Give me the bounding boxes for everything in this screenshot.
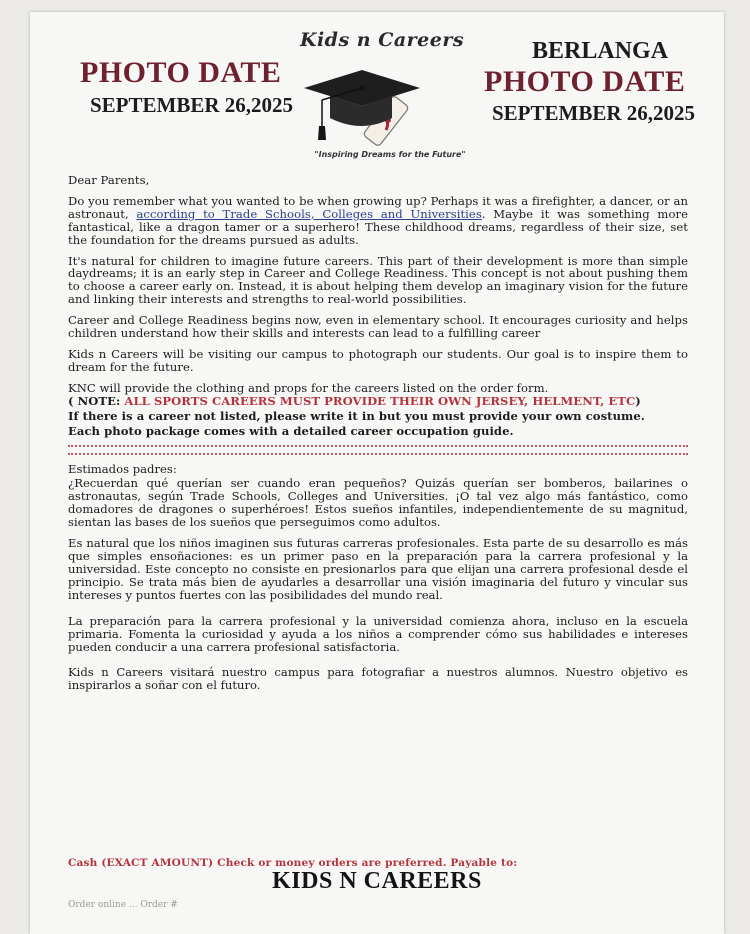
tagline: "Inspiring Dreams for the Future" — [314, 150, 466, 159]
greeting-english: Dear Parents, — [68, 173, 150, 187]
paragraph-text: Do you remember what you wanted to be when growing up? Perhaps it was a firefighter, a dancer, or an astronaut, — [68, 193, 688, 221]
paragraph-english-6: If there is a career not listed, please write it in but you must provide your own costume. — [68, 408, 645, 423]
paragraph-spanish-1: ¿Recuerdan qué querían ser cuando eran pequeños? Quizás querían ser bomberos, bailarines o astronautas, según Trade Schools, Colleges and Universities. ¡O tal vez algo más fantástico, como domadores de dragones o superhéroes! Estos sueños infantiles, independientemente de su magnitud, sientan las bases de los sueños que perseguimos como adultos. — [68, 476, 688, 530]
paragraph-english-5 — [68, 382, 688, 408]
greeting-spanish: Estimados padres: — [68, 462, 177, 477]
letter-body — [68, 174, 688, 700]
paragraph-english-2: It's natural for children to imagine future careers. This part of their development is more than simple daydreams; it is an early step in Career and College Readiness. This concept is not about pushing them to choose a career early on. Instead, it is about helping them develop an imaginary vision for the future and linking their interests and strengths to real-world possibilities. — [68, 253, 688, 307]
paragraph-english-3: Career and College Readiness begins now, even in elementary school. It encourages curiosity and helps children understand how their skills and interests can lead to a fulfilling career — [68, 313, 688, 341]
paragraph-spanish-3: La preparación para la carrera profesional y la universidad comienza ahora, incluso en la escuela primaria. Fomenta la curiosidad y ayuda a los niños a comprender cómo sus habilidades e intereses pueden conducir a una carrera profesional satisfactoria. — [68, 614, 688, 655]
section-divider — [68, 445, 688, 455]
faint-order-text: Order online ... Order # — [68, 900, 178, 910]
props-text: KNC will provide the clothing and props for the careers listed on the order form. — [68, 380, 549, 395]
photo-date-value-left: SEPTEMBER 26,2025 — [90, 93, 294, 117]
payment-instructions: Cash (EXACT AMOUNT) Check or money orders are preferred. Payable to: — [68, 857, 518, 869]
paragraph-spanish-4: Kids n Careers visitará nuestro campus para fotografiar a nuestros alumnos. Nuestro objetivo es inspirarlos a soñar con el futuro. — [68, 665, 688, 693]
paragraph-english-7: Each photo package comes with a detailed career occupation guide. — [68, 423, 514, 438]
source-link[interactable]: according to Trade Schools, Colleges and Universities — [136, 206, 482, 221]
note-label: ( NOTE: — [68, 393, 125, 408]
photo-date-heading-left: PHOTO DATE — [80, 56, 282, 89]
photo-date-heading-right: PHOTO DATE — [484, 65, 686, 98]
payee-name: KIDS N CAREERS — [272, 868, 482, 894]
note-warning: ALL SPORTS CAREERS MUST PROVIDE THEIR OWN JERSEY, HELMENT, ETC — [124, 393, 636, 408]
brand-logo-text: Kids n Careers — [299, 29, 465, 51]
paragraph-english-1 — [68, 195, 688, 247]
graduation-cap-icon — [292, 60, 432, 150]
note-close: ) — [635, 393, 641, 408]
photo-date-value-right: SEPTEMBER 26,2025 — [492, 101, 696, 125]
paragraph-spanish-2: Es natural que los niños imaginen sus futuras carreras profesionales. Esta parte de su desarrollo es más que simples ensoñaciones: es un primer paso en la preparación para la carrera profesional y la universidad. Este concepto no consiste en presionarlos para que elijan una carrera profesional desde el principio. Se trata más bien de ayudarles a desarrollar una visión imaginaria del futuro y vincular sus intereses y puntos fuertes con las posibilidades del mundo real. — [68, 535, 688, 602]
paragraph-english-4: Kids n Careers will be visiting our campus to photograph our students. Our goal is to inspire them to dream for the future. — [68, 346, 688, 374]
school-name: BERLANGA — [532, 38, 669, 64]
paragraph-text: . Maybe it was something more fantastical, like a dragon tamer or a superhero! These childhood dreams, regardless of their size, set the foundation for the dreams pursued as adults. — [68, 206, 688, 247]
flyer-page — [30, 12, 724, 934]
